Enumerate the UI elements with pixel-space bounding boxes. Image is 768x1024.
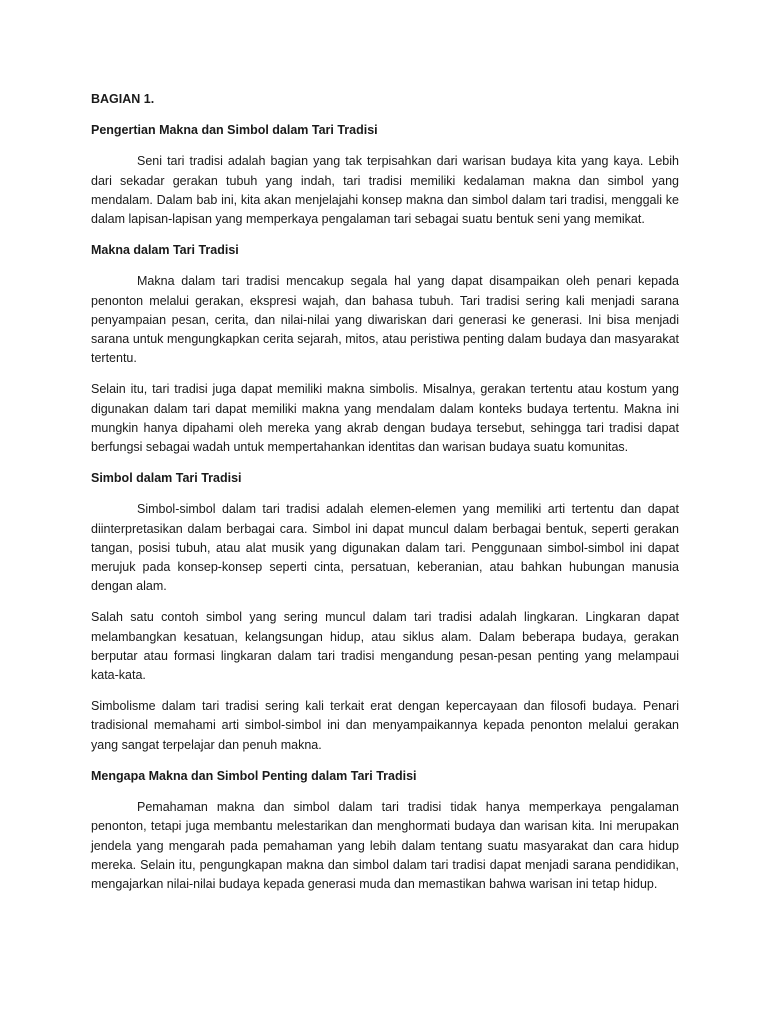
paragraph: Makna dalam tari tradisi mencakup segala hal yang dapat disampaikan oleh penari kepada penonton melalui gerakan, ekspresi wajah, dan bahasa tubuh. Tari tradisi sering kali menjadi sarana penyampaian pesan, cerita, dan nilai-nilai yang diwariskan dari generasi ke generasi. Ini bisa menjadi sarana untuk mengungkapkan cerita sejarah, mitos, atau peristiwa penting dalam budaya dan masyarakat tertentu. [91,274,679,366]
paragraph: Selain itu, tari tradisi juga dapat memiliki makna simbolis. Misalnya, gerakan tertentu atau kostum yang digunakan dalam tari dapat memiliki makna yang mendalam dalam konteks budaya tertentu. Makna ini mungkin hanya dipahami oleh mereka yang akrab dengan budaya tersebut, sehingga tari tradisi dapat berfungsi sebagai wadah untuk mempertahankan identitas dan warisan budaya suatu komunitas. [91,382,679,455]
paragraph: Simbolisme dalam tari tradisi sering kali terkait erat dengan kepercayaan dan filosofi budaya. Penari tradisional memahami arti simbol-simbol ini dan menyampaikannya kepada penonton melalui gerakan yang sangat terpelajar dan penuh makna. [91,699,679,752]
paragraph: Simbol-simbol dalam tari tradisi adalah elemen-elemen yang memiliki arti tertentu dan dapat diinterpretasikan dalam berbagai cara. Simbol ini dapat muncul dalam berbagai bentuk, seperti gerakan tangan, posisi tubuh, atau alat musik yang digunakan dalam tari. Penggunaan simbol-simbol ini dapat merujuk pada konsep-konsep seperti cinta, persatuan, keberanian, atau bahkan hubungan manusia dengan alam. [91,502,679,594]
section-heading-simbol: Simbol dalam Tari Tradisi [91,471,242,486]
document-page [91,90,679,906]
part-label: BAGIAN 1. [91,92,155,106]
page-title: Pengertian Makna dan Simbol dalam Tari Tradisi [91,123,378,138]
section-heading-makna: Makna dalam Tari Tradisi [91,243,239,258]
section-heading-mengapa: Mengapa Makna dan Simbol Penting dalam Tari Tradisi [91,768,417,783]
intro-paragraph: Seni tari tradisi adalah bagian yang tak terpisahkan dari warisan budaya kita yang kaya. Lebih dari sekadar gerakan tubuh yang indah, tari tradisi memiliki kedalaman makna dan simbol yang mendalam. Dalam bab ini, kita akan menjelajahi konsep makna dan simbol dalam tari tradisi, menggali ke dalam lapisan-lapisan yang memperkaya pengalaman tari sebagai suatu bentuk seni yang memikat. [91,154,679,227]
paragraph: Salah satu contoh simbol yang sering muncul dalam tari tradisi adalah lingkaran. Lingkaran dapat melambangkan kesatuan, kelangsungan hidup, atau siklus alam. Dalam beberapa budaya, gerakan berputar atau formasi lingkaran dalam tari tradisi mengandung pesan-pesan penting yang melampaui kata-kata. [91,610,679,683]
paragraph: Pemahaman makna dan simbol dalam tari tradisi tidak hanya memperkaya pengalaman penonton, tetapi juga membantu melestarikan dan menghormati budaya dan warisan kita. Ini merupakan jendela yang mengarah pada pemahaman yang lebih dalam tentang suatu masyarakat dan cara hidup mereka. Selain itu, pengungkapan makna dan simbol dalam tari tradisi dapat menjadi sarana pendidikan, mengajarkan nilai-nilai budaya kepada generasi muda dan memastikan bahwa warisan ini tetap hidup. [91,800,679,891]
